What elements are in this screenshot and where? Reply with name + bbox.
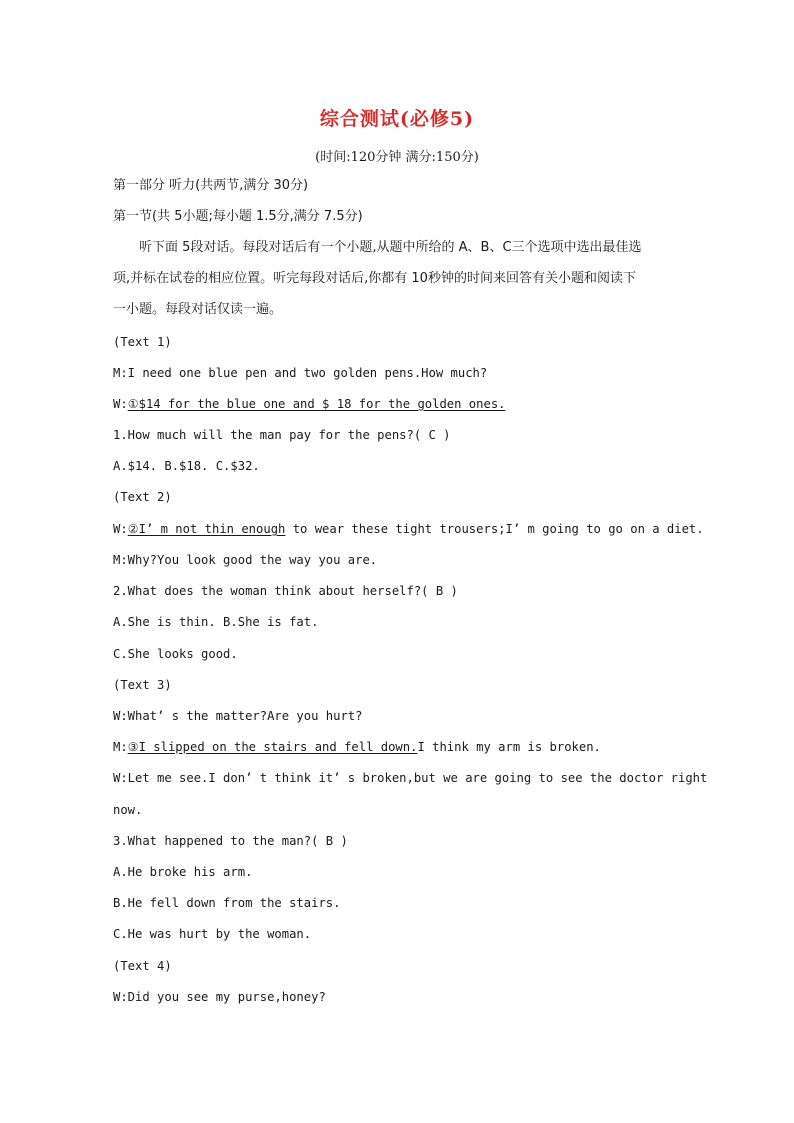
text1-label: (Text 1)	[113, 335, 172, 349]
underlined-answer: ②I’ m not thin enough	[127, 522, 286, 536]
speaker-label: M:	[113, 740, 128, 754]
question-2: 2.What does the woman think about herself?( B )	[113, 584, 458, 598]
text2-dialogue-2: M:Why?You look good the way you are.	[113, 553, 378, 567]
part-heading: 第一部分 听力(共两节,满分 30分)	[113, 178, 309, 193]
text3-dialogue-1: W:What’ s the matter?Are you hurt?	[113, 709, 363, 723]
dialogue-rest: I think my arm is broken.	[417, 740, 601, 754]
text2-dialogue-1	[113, 520, 704, 538]
underlined-answer: ①$14 for the blue one and $ 18 for the golden ones.	[127, 397, 506, 411]
underlined-answer: ③I slipped on the stairs and fell down.	[127, 740, 418, 754]
text1-dialogue-1: M:I need one blue pen and two golden pens.How much?	[113, 366, 488, 380]
instruction-line-2: 项,并标在试卷的相应位置。听完每段对话后,你都有 10秒钟的时间来回答有关小题和阅读下	[113, 271, 636, 286]
question-3-option-b: B.He fell down from the stairs.	[113, 896, 341, 910]
question-3: 3.What happened to the man?( B )	[113, 834, 348, 848]
page-title: 综合测试(必修5)	[319, 108, 475, 130]
text3-dialogue-2	[113, 738, 683, 756]
text3-dialogue-3a: W:Let me see.I don’ t think it’ s broken,but we are going to see the doctor right	[113, 771, 708, 785]
question-3-option-a: A.He broke his arm.	[113, 865, 253, 879]
question-1-options: A.$14. B.$18. C.$32.	[113, 459, 260, 473]
instruction-line-1: 听下面 5段对话。每段对话后有一个小题,从题中所给的 A、B、C三个选项中选出最佳选	[139, 240, 642, 255]
instruction-line-3: 一小题。每段对话仅读一遍。	[113, 302, 283, 317]
question-1: 1.How much will the man pay for the pens?( C )	[113, 428, 451, 442]
speaker-label: W:	[113, 397, 128, 411]
question-3-option-c: C.He was hurt by the woman.	[113, 927, 312, 941]
exam-info: (时间:120分钟 满分:150分)	[315, 150, 479, 165]
text1-dialogue-2	[113, 395, 683, 413]
question-2-options-ab: A.She is thin. B.She is fat.	[113, 615, 319, 629]
dialogue-rest: to wear these tight trousers;I’ m going to go on a diet.	[285, 522, 704, 536]
text3-dialogue-3b: now.	[113, 803, 143, 817]
text4-label: (Text 4)	[113, 959, 172, 973]
speaker-label: W:	[113, 522, 128, 536]
text2-label: (Text 2)	[113, 490, 172, 504]
text4-dialogue-1: W:Did you see my purse,honey?	[113, 990, 326, 1004]
question-2-option-c: C.She looks good.	[113, 647, 238, 661]
text3-label: (Text 3)	[113, 678, 172, 692]
section-heading: 第一节(共 5小题;每小题 1.5分,满分 7.5分)	[113, 209, 363, 224]
